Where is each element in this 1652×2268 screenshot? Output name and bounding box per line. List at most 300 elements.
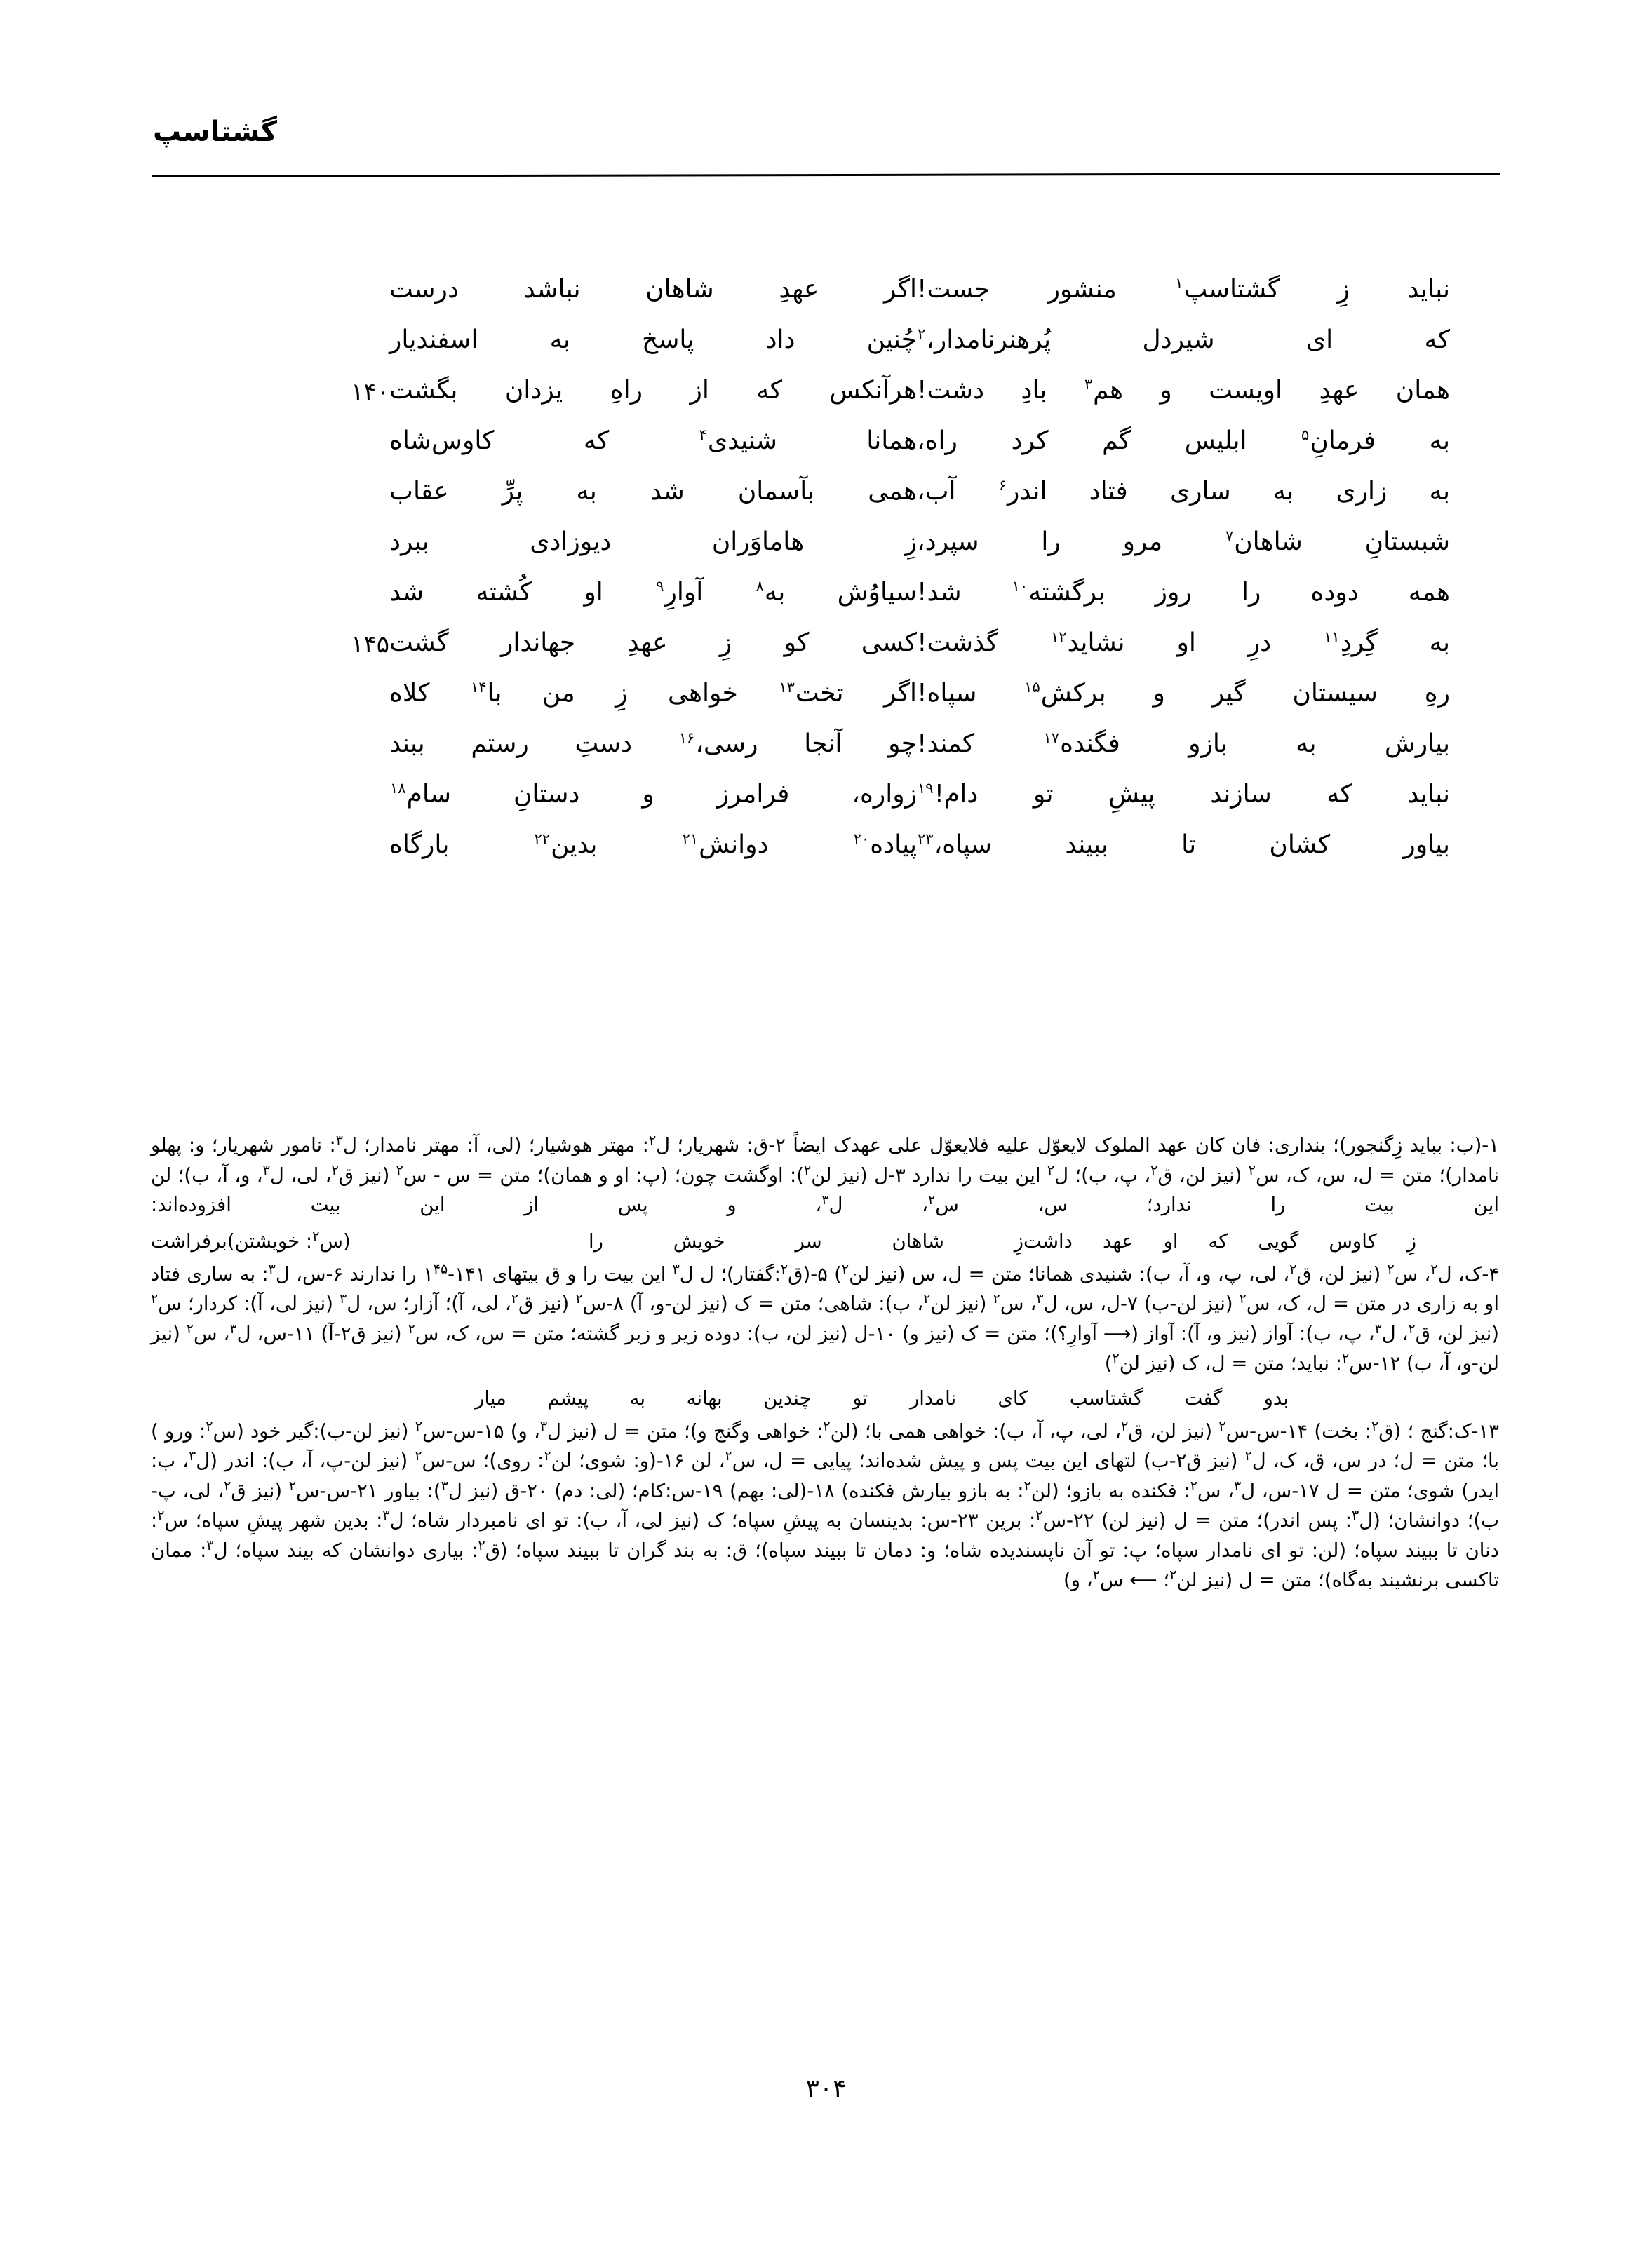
verse-word: کو (784, 628, 810, 657)
verse-number (307, 780, 389, 784)
verse-word: و (1160, 376, 1172, 405)
verse-line (151, 477, 1499, 527)
verse-word: تو (1033, 780, 1054, 809)
footnote-marker: ۱۲ (1050, 628, 1067, 645)
hemistich-first (389, 527, 917, 555)
footnote-marker: ۱۷ (1043, 729, 1060, 746)
hemistich-second (917, 325, 1450, 353)
footnote-marker: ۲۱ (682, 830, 699, 847)
siglum-superscript: ۲ (224, 1478, 231, 1494)
verse-word: شد! (917, 578, 962, 607)
verse-word: آنجا (804, 729, 842, 758)
siglum-superscript: ۲ (923, 1290, 931, 1307)
verse-word: و (1153, 679, 1165, 708)
hemistich-second (917, 578, 1450, 606)
verse-word: زِ (904, 527, 917, 556)
verse-word: که (756, 376, 782, 405)
inset-word: زِ (1014, 1229, 1023, 1253)
hemistich-second (917, 780, 1450, 808)
verse-word: ساری (1169, 477, 1231, 506)
inset-word: سر (795, 1229, 822, 1253)
hemistich-first (389, 679, 917, 707)
verse-word: گیر (1211, 679, 1246, 708)
verse-word: رسی،$^{۱۶}$ (678, 729, 758, 758)
inset-word: بهانه (686, 1386, 723, 1410)
footnote-marker: ۱۹ (918, 780, 934, 797)
inset-word: چندین (763, 1386, 812, 1410)
verse-word: اگر (883, 679, 917, 708)
verse-word: و (642, 780, 654, 809)
siglum-superscript: ۳ (189, 1447, 196, 1464)
inset-word: گشتاسب (1069, 1386, 1143, 1410)
siglum-superscript: ۳ (335, 1132, 343, 1148)
folio-number: ۳۰۴ (805, 2074, 847, 2103)
verse-word: بازو (1188, 729, 1228, 758)
footnote-marker: ۹ (656, 578, 664, 595)
verse-word: اسفندیار (389, 325, 478, 354)
running-head (153, 118, 1499, 146)
hemistich-second (917, 275, 1450, 303)
siglum-superscript: ۲ (331, 1162, 339, 1178)
siglum-superscript: ۲ (780, 1261, 788, 1277)
verse-word: رهِ (1424, 679, 1450, 708)
siglum-superscript: ۳ (1233, 1478, 1242, 1494)
verse-word: پرِّ (502, 477, 523, 506)
footnote-marker: ۳ (1084, 376, 1093, 393)
verse-word: ببرد (389, 527, 429, 556)
siglum-superscript: ۲ (1408, 1321, 1416, 1337)
siglum-superscript: ۲ (928, 1192, 936, 1208)
verse-word: شبستانِ (1364, 527, 1450, 556)
verse-word: ای (1305, 325, 1334, 354)
hemistich-first (389, 628, 917, 656)
verse-word: ببیند (1065, 830, 1108, 859)
inset-word: زِ (1406, 1229, 1416, 1253)
verse-word: زِ (1337, 275, 1350, 304)
inset-hemistich-first (910, 1382, 1289, 1415)
siglum-superscript: ۳ (262, 1162, 270, 1178)
verse-word: گذشت! (917, 628, 999, 657)
footnote-marker: ۱۶ (678, 729, 695, 746)
hemistich-second (917, 729, 1450, 757)
verse-word: هاماوَران (711, 527, 805, 556)
verse-line (151, 376, 1499, 426)
inset-word: او (1163, 1229, 1178, 1253)
verse-number (307, 729, 389, 734)
verse-word: سپاه! (917, 679, 977, 708)
verse-word: من (542, 679, 575, 708)
apparatus-inset-verse (151, 1224, 1499, 1258)
footnote-marker: ۶ (998, 477, 1007, 494)
verse-word: سیاوُش (837, 578, 917, 607)
verse-word: هم$^۳$ (1084, 376, 1124, 405)
siglum-superscript: ۲ (1169, 1567, 1177, 1583)
inset-word: گویی (1258, 1229, 1299, 1253)
siglum-superscript: ۲ (312, 1228, 320, 1244)
verse-word: همی (868, 477, 917, 506)
inset-word: به (629, 1386, 646, 1410)
siglum-superscript: ۳ (1036, 1290, 1044, 1307)
verse-word: سپرد، (917, 527, 979, 556)
siglum-superscript: ۴۵ (433, 1261, 448, 1277)
verse-line (151, 628, 1499, 679)
siglum-superscript: ۲ (1248, 1162, 1256, 1178)
verse-word: فرمانِ$^۵$ (1301, 426, 1376, 455)
verse-word: را (1041, 527, 1061, 556)
verse-word: داد (765, 325, 795, 354)
verse-word: همه (1408, 578, 1450, 607)
verse-word: نباید (1407, 275, 1450, 304)
verse-number (307, 325, 389, 330)
verse-word: شاهان (645, 275, 714, 304)
verse-word: که (1424, 325, 1450, 354)
verse-word: کاوس‌شاه (389, 426, 495, 455)
footnote-marker: ۷ (1225, 527, 1234, 544)
verse-word: هرآنکس (829, 376, 917, 405)
footnote-marker: ۸ (756, 578, 764, 595)
hemistich-second (917, 376, 1450, 404)
inset-word: که (1208, 1229, 1228, 1253)
verse-word: کلاه (389, 679, 430, 708)
siglum-superscript: ۲ (408, 1321, 415, 1337)
verse-word: زِ (615, 679, 628, 708)
footnote-marker: ۱۱ (1324, 628, 1340, 645)
siglum-superscript: ۲ (1047, 1162, 1055, 1178)
verse-word: دام!$^{۱۹}$ (918, 780, 979, 809)
verse-word: خواهی (668, 679, 738, 708)
verse-word: بدین$^{۲۲}$ (534, 830, 598, 859)
hemistich-first (389, 830, 917, 858)
verse-word: به$^۸$ (756, 578, 786, 607)
verse-word: از (690, 376, 709, 405)
hemistich-first (389, 426, 917, 454)
siglum-superscript: ۲ (823, 1418, 831, 1434)
inset-word: کای (998, 1386, 1028, 1410)
verse-word: رستم (471, 729, 529, 758)
verse-word: اندر$^۶$ (998, 477, 1047, 506)
hemistich-second (917, 628, 1450, 656)
apparatus-note: ۱۳-ک:گنج ؛ (ق$^۲$: بخت) ۱۴-س-س$^۲$ (نیز لن، ق$^۲$، لی، پ، آ، ب): خواهی همی با؛ (لن$^۲$: خواهی وگنج و)؛ متن = ل (نیز ل$^۳$، و) ۱۵-س-س$^۲$ (نیز لن-ب):گیر خود (س$^۲$: ورو ) با؛ متن = ل؛ در س، ق، ک، ل$^۲$ (نیز ق۲-ب) لتهای این بیت پس و پیش شده‌اند؛ پیایی = ل، س$^۲$، لن ۱۶-(و: شوی؛ لن$^۲$: روی)؛ س-س$^۲$ (نیز لن-پ، آ، ب): اندر (ل$^۳$، ب: ایدر) شوی؛ متن = ل ۱۷-س، ل$^۳$، س$^۲$: فکنده به بازو؛ (لن$^۲$: به بازو بیارش فکنده) ۱۸-(لی: بهم) ۱۹-س:کام؛ (لی: دم) ۲۰-ق (نیز ل$^۳$): بیاور ۲۱-س-س$^۲$ (نیز ق$^۲$، لی، پ-ب)؛ دوانشان؛ (ل$^۳$: پس اندر)؛ متن = ل (نیز لن) ۲۲-س$^۲$: برین ۲۳-س: بدینسان به پیشِ سپاه؛ ک (نیز لی، آ، ب): تو ای نامبردار شاه؛ ل$^۳$: بدین شهر پیشِ سپاه؛ س$^۲$: دنان تا ببیند سپاه؛ (لن: تو ای نامدار سپاه؛ پ: تو آن ناپسندیده شاه؛ و: دمان تا ببیند سپاه)؛ ق: به بند گران تا ببیند سپاه؛ (ق$^۲$: بیاری دوانشان که بیند سپاه؛ ل$^۳$: ممان تاکسی برنشیند به‌گاه)؛ متن = ل (نیز لن$^۲$؛ ⟵ س$^۲$، و) (151, 1418, 1499, 1591)
siglum-superscript: ۲ (648, 1132, 657, 1148)
verse-word: مرو (1122, 527, 1163, 556)
siglum-superscript: ۲ (415, 1418, 422, 1434)
verse-line (151, 729, 1499, 780)
verse-word: بیاور (1403, 830, 1450, 859)
siglum-superscript: ۳ (1374, 1321, 1382, 1337)
verse-line (151, 426, 1499, 477)
verse-word: دستِ (575, 729, 633, 758)
siglum-superscript: ۲ (478, 1537, 485, 1553)
inset-word: خویش (673, 1229, 725, 1253)
verse-word: شد (650, 477, 685, 506)
inset-hemistich-second (475, 1382, 910, 1415)
verse-number (307, 275, 389, 279)
inset-word: کاوس (1329, 1229, 1377, 1253)
verse-word: او (1176, 628, 1196, 657)
verse-word: فتاد (1089, 477, 1128, 506)
verse-word: آب، (917, 477, 956, 506)
siglum-superscript: ۲ (206, 1418, 213, 1434)
siglum-superscript: ۳ (441, 1478, 448, 1494)
siglum-superscript: ۲ (1371, 1418, 1379, 1434)
apparatus-note: ۱-(ب: بباید زِگنجور)؛ بنداری: فان کان عهد الملوک لایعوّل علیه فلایعوّل علی عهدک ایضاً ۲-ق: شهریار؛ ل$^۲$: مهتر هوشیار؛ (لی، آ: مهتر نامدار؛ ل$^۳$: نامور شهریار؛ و: پهلو نامدار)؛ متن = ل، س، ک، س$^۲$ (نیز لن، ق$^۲$، پ، ب)؛ ل$^۲$ این بیت را ندارد ۳-ل (نیز لن$^۲$): اوگشت چون؛ (پ: او و همان)؛ متن = س - س$^۲$ (نیز ق$^۲$، لی، ل$^۳$، و، آ، ب)؛ لن این بیت را ندارد؛ س، س$^۲$، ل$^۳$، و پس از این بیت افزوده‌اند: (151, 1132, 1499, 1216)
hemistich-first (389, 275, 917, 303)
siglum-superscript: ۲ (1341, 1350, 1350, 1366)
verse-word: تا (1181, 830, 1197, 859)
verse-word: بآسمان (737, 477, 815, 506)
footnote-marker: ۱ (1175, 275, 1183, 292)
verse-word: کرد (1011, 426, 1049, 455)
hemistich-second (917, 426, 1450, 454)
footnote-marker: ۱۸ (390, 780, 406, 797)
siglum-superscript: ۲ (1092, 1567, 1100, 1583)
verse-word: تخت$^{۱۳}$ (779, 679, 844, 708)
siglum-superscript: ۲ (288, 1478, 296, 1494)
verse-word: او (584, 578, 603, 607)
verse-word: شاهان$^۷$ (1225, 527, 1303, 556)
siglum-superscript: ۲ (841, 1261, 849, 1277)
siglum-superscript: ۳ (539, 1418, 548, 1434)
footnote-marker: ۱۴ (470, 679, 487, 696)
verse-word: پاسخ (642, 325, 694, 354)
running-head-title: گشتاسپ (153, 116, 277, 148)
verse-word: سپاه،$^{۲۳}$ (918, 830, 993, 859)
verse-word: شد (389, 578, 424, 607)
verse-word: سام$^{۱۸}$ (390, 780, 452, 809)
verse-word: زِ (719, 628, 732, 657)
verse-word: همان (1395, 376, 1450, 405)
inset-word: را (589, 1229, 603, 1253)
apparatus-inset-verse (151, 1382, 1499, 1415)
verse-word: پیاده$^{۲۰}$ (853, 830, 917, 859)
verse-line (151, 780, 1499, 830)
siglum-superscript: ۲ (186, 1321, 194, 1337)
inset-word: گفت (1184, 1386, 1223, 1410)
verse-number (307, 477, 389, 481)
verse-number: ۱۴۵ (351, 630, 389, 659)
inset-word: شاهان (892, 1229, 944, 1253)
siglum-superscript: ۲ (1289, 1261, 1297, 1277)
verse-line (151, 527, 1499, 578)
verse-word: پُرهنرنامدار،$^۲$ (918, 325, 1052, 354)
siglum-superscript: ۲ (993, 1290, 1000, 1307)
verse-word: زواره، (852, 780, 917, 809)
siglum-superscript: ۳ (206, 1537, 214, 1553)
verse-word: کسی (861, 628, 917, 657)
verse-number: ۱۴۰ (351, 378, 389, 406)
verse-word: برگشته$^{۱۰}$ (1012, 578, 1106, 607)
verse-word: به (1429, 477, 1450, 506)
hemistich-second (917, 527, 1450, 555)
verse-word: نباید (1407, 780, 1450, 809)
hemistich-first (389, 477, 917, 505)
verse-word: که (583, 426, 610, 455)
verse-word: گم (1102, 426, 1131, 455)
verse-word: فگنده$^{۱۷}$ (1043, 729, 1120, 758)
siglum-superscript: ۳ (821, 1192, 829, 1208)
verse-word: منشور (1047, 275, 1117, 304)
inset-word: میار (475, 1386, 506, 1410)
verse-word: راهِ (610, 376, 643, 405)
verse-line (151, 679, 1499, 729)
inset-word: نامدار (910, 1386, 957, 1410)
verse-line (151, 578, 1499, 628)
apparatus-note: ۴-ک، ل$^۲$، س$^۲$ (نیز لن، ق$^۲$، لی، پ، و، آ، ب): شنیدی همانا؛ متن = ل، س (نیز لن$^۲$) ۵-(ق$^۲$:گفتار)؛ ل ل$^۳$ این بیت را و ق بیتهای $۱۴۱-۱^{۴۵}$ را ندارند ۶-س، ل$^۳$: به ساری فتاد او به زاری در متن = ل، ک، س$^۲$ (نیز لن-ب) ۷-ل، س، ل$^۳$، س$^۲$ (نیز لن$^۲$، ب): شاهی؛ متن = ک (نیز لن-و، آ) ۸-س$^۲$ (نیز ق$^۲$، لی، آ)؛ آزار؛ س، ل$^۳$ (نیز لی، آ): کردار؛ س$^۲$ (نیز لن، ق$^۲$، ل$^۳$، پ، ب): آواز (نیز و، آ): آواز (⟶ آوارِ؟)؛ متن = ک (نیز و) ۱۰-ل (نیز لن، ب): دوده زیر و زبر گشته؛ متن = س، ک، س$^۲$ (نیز ق۲-آ) ۱۱-س، ل$^۳$، س$^۲$ (نیز لن-و، آ، ب) ۱۲-س$^۲$: نباید؛ متن = ل، ک (نیز لن$^۲$) (151, 1261, 1500, 1375)
verse-word: گِردِ$^{۱۱}$ (1324, 628, 1378, 657)
verse-word: دیوزادی (530, 527, 612, 556)
siglum-superscript: ۳ (268, 1261, 276, 1277)
verse-word: را (1241, 578, 1261, 607)
verse-word: شنیدی$^۴$ (699, 426, 777, 455)
verse-word: کُشته (476, 578, 532, 607)
siglum-superscript: ۲ (725, 1447, 732, 1464)
footnote-marker: ۱۵ (1024, 679, 1040, 696)
verse-number (307, 527, 389, 532)
verse-word: دوده (1310, 578, 1359, 607)
verse-word: بیارش (1384, 729, 1450, 758)
siglum-superscript: ۲ (575, 1290, 583, 1307)
verse-word: جست! (917, 275, 990, 304)
inset-word: عهد (1102, 1229, 1134, 1253)
verse-word: عهدِ (779, 275, 819, 304)
siglum-superscript: ۲ (1239, 1290, 1247, 1307)
inset-word: تو (852, 1386, 868, 1410)
verse-number (307, 679, 389, 683)
verse-word: آوارِ$^۹$ (656, 578, 704, 607)
verse-word: به (1429, 628, 1450, 657)
footnote-marker: ۵ (1301, 426, 1310, 443)
verse-word: درِ (1247, 628, 1272, 657)
inset-hemistich-first (1023, 1224, 1499, 1258)
verse-block (151, 275, 1499, 881)
hemistich-first (389, 780, 917, 808)
verse-word: به (1272, 477, 1294, 506)
verse-word: نشاید$^{۱۲}$ (1050, 628, 1125, 657)
siglum-superscript: ۲ (1112, 1350, 1120, 1366)
verse-word: به (549, 325, 570, 354)
hemistich-first (389, 376, 917, 404)
verse-line (151, 275, 1499, 325)
verse-word: زاری (1336, 477, 1388, 506)
verse-word: روز (1155, 578, 1192, 607)
siglum-superscript: ۲ (1190, 1478, 1197, 1494)
verse-word: عقاب (389, 477, 449, 506)
verse-word: درست (389, 275, 459, 304)
verse-word: کشان (1269, 830, 1331, 859)
hemistich-first (389, 578, 917, 606)
siglum-superscript: ۳ (672, 1261, 680, 1277)
footnote-marker: ۱۰ (1012, 578, 1028, 595)
siglum-superscript: ۲ (1035, 1507, 1043, 1523)
verse-word: به (576, 477, 597, 506)
siglum-superscript: ۲ (803, 1162, 812, 1178)
verse-word: جهاندار (500, 628, 576, 657)
siglum-superscript: ۲ (1387, 1261, 1395, 1277)
siglum-superscript: ۳ (1351, 1507, 1359, 1523)
inset-word: بدو (1263, 1386, 1289, 1410)
verse-word: چو (888, 729, 917, 758)
hemistich-second (917, 679, 1450, 707)
inset-word: داشت (1023, 1229, 1073, 1253)
verse-word: یزدان (504, 376, 563, 405)
verse-number (307, 426, 389, 431)
verse-word: عهدِ (627, 628, 668, 657)
siglum-superscript: ۲ (1023, 1478, 1031, 1494)
footnote-marker: ۲۳ (918, 830, 934, 847)
verse-word: گشت (389, 628, 449, 657)
siglum-superscript: ۲ (415, 1447, 422, 1464)
verse-word: با$^{۱۴}$ (470, 679, 502, 708)
verse-word: که (1327, 780, 1352, 809)
verse-word: عهدِ (1319, 376, 1359, 405)
footnote-marker: ۲۲ (534, 830, 551, 847)
verse-word: اگر (883, 275, 917, 304)
verse-word: برکش$^{۱۵}$ (1024, 679, 1106, 708)
siglum-superscript: ۲ (511, 1290, 518, 1307)
inset-variant-note: (س$^۲$: خویشتن)برفراشت (151, 1228, 351, 1253)
verse-word: فرامرز (716, 780, 790, 809)
verse-number (307, 830, 389, 835)
verse-word: دوانش$^{۲۱}$ (682, 830, 769, 859)
footnote-marker: ۴ (699, 426, 707, 443)
verse-word: همانا (866, 426, 917, 455)
verse-word: ابلیس (1184, 426, 1247, 455)
siglum-superscript: ۲ (1218, 1418, 1226, 1434)
siglum-superscript: ۳ (382, 1507, 390, 1523)
hemistich-second (917, 477, 1450, 505)
verse-word: دستانِ (513, 780, 580, 809)
hemistich-second (917, 830, 1450, 858)
verse-word: کمند! (917, 729, 975, 758)
verse-word: بادِ (1021, 376, 1047, 405)
verse-word: ببند (389, 729, 425, 758)
verse-word: بگشت (389, 376, 458, 405)
verse-word: به (1296, 729, 1317, 758)
verse-word: شیردل (1142, 325, 1215, 354)
siglum-superscript: ۳ (340, 1290, 347, 1307)
verse-line (151, 325, 1499, 376)
siglum-superscript: ۲ (1244, 1447, 1252, 1464)
verse-word: گشتاسپ$^۱$ (1175, 275, 1280, 304)
verse-word: اویست (1209, 376, 1283, 405)
siglum-superscript: ۲ (544, 1447, 551, 1464)
verse-word: راه، (917, 426, 958, 455)
footnote-marker: ۲ (918, 325, 926, 342)
verse-word: به (1429, 426, 1450, 455)
footnote-marker: ۱۳ (779, 679, 795, 696)
siglum-superscript: ۲ (1430, 1261, 1438, 1277)
verse-word: پیشِ (1108, 780, 1155, 809)
verse-word: نباشد (523, 275, 581, 304)
inset-hemistich-second (589, 1224, 1023, 1258)
footnote-marker: ۲۰ (853, 830, 870, 847)
siglum-superscript: ۲ (1150, 1162, 1158, 1178)
verse-word: سیستان (1292, 679, 1378, 708)
siglum-superscript: ۲ (396, 1162, 403, 1178)
verse-word: دشت! (917, 376, 985, 405)
hemistich-first (389, 729, 917, 757)
siglum-superscript: ۲ (157, 1507, 165, 1523)
siglum-superscript: ۲ (1121, 1418, 1129, 1434)
inset-word: پیشم (547, 1386, 589, 1410)
verse-word: سازند (1210, 780, 1272, 809)
verse-word: بارگاه (389, 830, 450, 859)
siglum-superscript: ۳ (229, 1321, 237, 1337)
verse-number (307, 578, 389, 582)
hemistich-first (389, 325, 917, 353)
header-rule (152, 173, 1500, 177)
verse-word: چُنین (866, 325, 917, 354)
